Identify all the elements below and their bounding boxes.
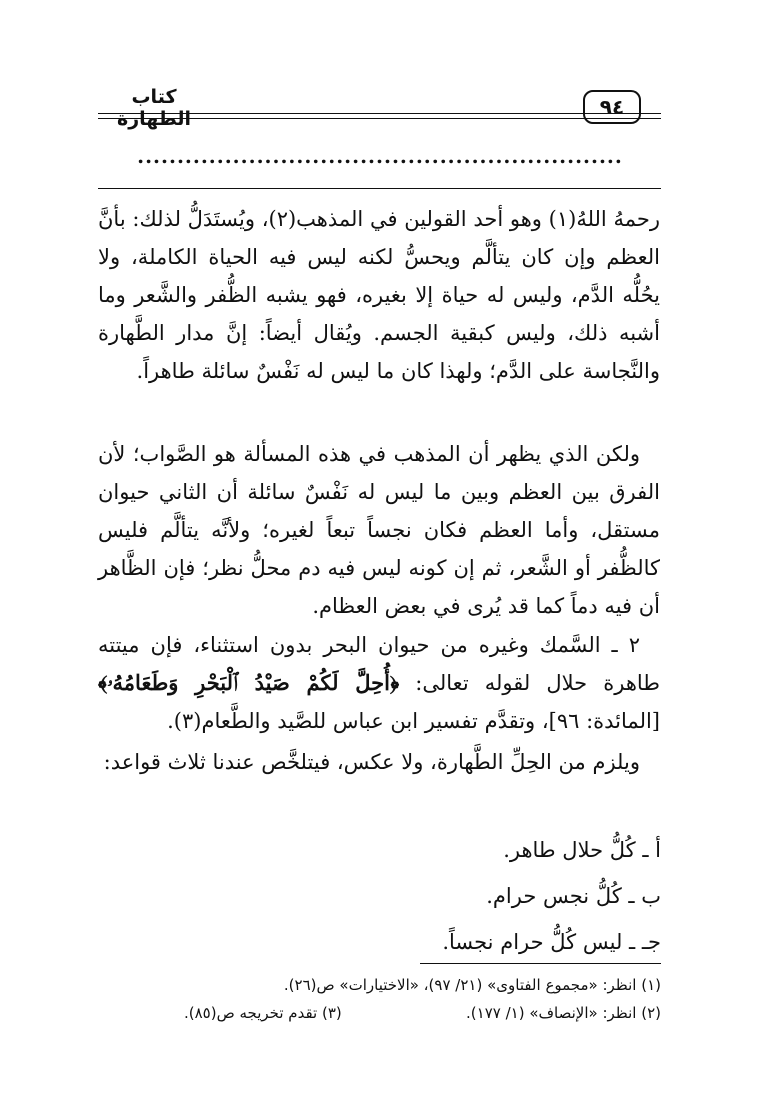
dotted-separator: ............................................................. <box>137 144 623 168</box>
quran-verse: ﴿أُحِلَّ لَكُمْ صَيْدُ ٱلْبَحْرِ وَطَعَامُهُۥ﴾ <box>98 670 400 695</box>
page-number: ٩٤ <box>599 95 625 119</box>
header-rule-bottom <box>98 118 661 119</box>
book-title: كتاب الطهارة <box>117 86 191 130</box>
paragraph-3-reference: [المائدة: ٩٦]، وتقدَّم تفسير ابن عباس للصَّيد والطَّعام(٣). <box>167 709 660 733</box>
rule-item: ب ـ كُلُّ نجس حرام. <box>486 884 661 908</box>
footnote-3: (٣) تقدم تخريجه ص(٨٥). <box>184 1004 342 1022</box>
footnote-rule <box>420 963 661 964</box>
rule-item: أ ـ كُلُّ حلال طاهر. <box>503 838 661 862</box>
header-rule-top <box>98 113 661 114</box>
rules-list <box>361 827 661 965</box>
paragraph-3-text: ٢ ـ السَّمك وغيره من حيوان البحر بدون استثناء، فإن ميتته طاهرة حلال لقوله تعالى: <box>98 633 660 695</box>
paragraph-2: ولكن الذي يظهر أن المذهب في هذه المسألة هو الصَّواب؛ لأن الفرق بين العظم وبين ما ليس له نَفْسٌ سائلة أن الثاني حيوان مستقل، وأما العظم فكان نجساً تبعاً لغيره؛ ولأنَّه يتألَّم فليس كالظُّفر أو الشَّعر، ثم إن كونه ليس فيه دم محلُّ نظر؛ فإن الظَّاهر أن فيه دماً كما قد يُرى في بعض العظام. <box>98 442 660 618</box>
footnote-1: (١) انظر: «مجموع الفتاوى» (٢١/ ٩٧)، «الاختيارات» ص(٢٦). <box>283 976 661 994</box>
rule-item: جـ ـ ليس كُلُّ حرام نجساً. <box>442 930 661 954</box>
paragraph-3 <box>98 626 660 740</box>
footnote-2: (٢) انظر: «الإنصاف» (١/ ١٧٧). <box>466 1004 661 1022</box>
paragraph-4: ويلزم من الحِلِّ الطَّهارة، ولا عكس، فيتلخَّص عندنا ثلاث قواعد: <box>103 750 640 774</box>
paragraph-1: رحمهُ اللهُ(١) وهو أحد القولين في المذهب(٢)، ويُستَدَلُّ لذلك: بأنَّ العظم وإن كان يتألَّم ويحسُّ لكنه ليس فيه الحياة الكاملة، ولا يحُلُّه الدَّم، وليس له حياة إلا بغيره، فهو يشبه الظُّفر والشَّعر وما أشبه ذلك، وليس كبقية الجسم. ويُقال أيضاً: إنَّ مدار الطَّهارة والنَّجاسة على الدَّم؛ ولهذا كان ما ليس له نَفْسٌ سائلة طاهراً. <box>98 207 660 383</box>
section-rule <box>98 188 661 189</box>
